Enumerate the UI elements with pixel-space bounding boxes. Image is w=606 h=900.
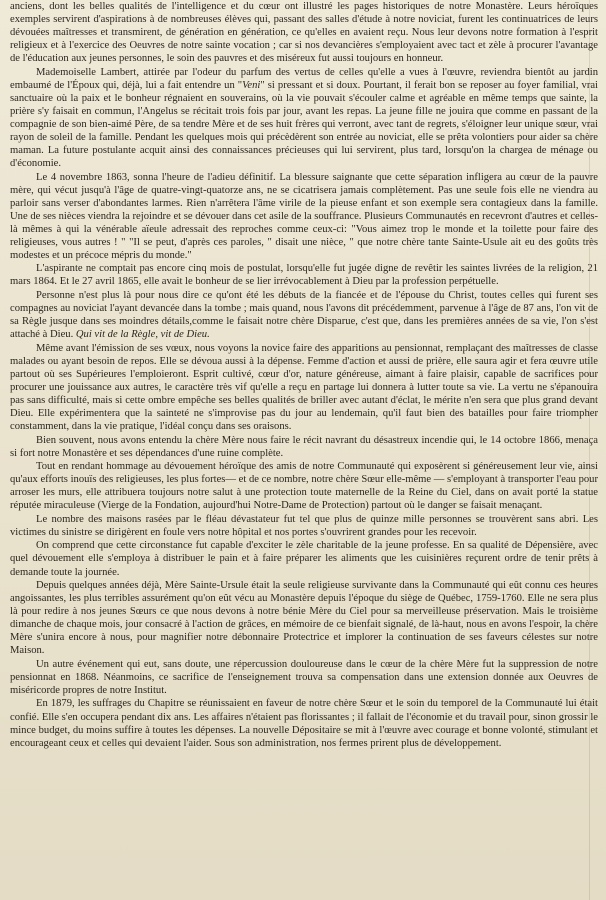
paragraph-7: Bien souvent, nous avons entendu la chère Mère nous faire le récit navrant du désastreux incendie qui, le 14 octobre 1866, menaça si fort notre Monastère et ses dépendances d'une ruine complète. <box>10 434 598 459</box>
paragraph-5: Personne n'est plus là pour nous dire ce qu'ont été les débuts de la fiancée et de l'épouse du Christ, toutes celles qui furent ses compagnes au noviciat l'ayant devancée dans la tombe ; mais quand, nous l'avons dit précédemment, parvenue à l'âge de 87 ans, l'on vit de sa Règle jusque dans ses moindres détails,comme le faisait notre chère Disparue, c'est que, dans les premières années de sa vie, l'on s'est attaché à Dieu. Qui vit de la Règle, vit de Dieu. <box>10 290 598 341</box>
paragraph-9: Le nombre des maisons rasées par le fléau dévastateur fut tel que plus de quinze mille personnes se trouvèrent sans abri. Les victimes du sinistre se dirigèrent en foule vers notre hôpital et nos portes s'ouvrirent grandes pour les recevoir. <box>10 513 598 538</box>
body-text <box>10 0 598 750</box>
page-fold-line <box>589 0 590 900</box>
paragraph-4: L'aspirante ne comptait pas encore cinq mois de postulat, lorsqu'elle fut jugée digne de revêtir les saintes livrées de la religion, 21 mars 1864. Et le 27 avril 1865, elle avait le bonheur de se lier irrévocablement à Dieu par la profession perpétuelle. <box>10 263 598 288</box>
paragraph-3: Le 4 novembre 1863, sonna l'heure de l'adieu définitif. La blessure saignante que cette séparation infligera au cœur de la pauvre mère, qui vécut jusqu'à l'âge de quatre-vingt-quatorze ans, ne se cicatrisera jamais complètement. Pas une seule fois elle ne viendra au parloir sans verser d'abondantes larmes. Rien n'arrêtera l'âme virile de la pieuse enfant et son exemple sera contagieux dans la famille. Une de ses nièces viendra la rejoindre et se dévouer dans cet asile de la souffrance. Plusieurs Communautés en recevront d'autres et celles-là mêmes à qui la vénérable aïeule adressait des reproches comme ceux-ci: "Vous aimez trop le monde et la toilette pour faire des religieuses, vous autres ! " "Il se peut, d'après ces paroles, " disait une nièce, " que notre chère tante Sainte-Usule ait eu des goûts très modestes et un précoce mépris du monde." <box>10 171 598 261</box>
paragraph-11: Depuis quelques années déjà, Mère Sainte-Ursule était la seule religieuse survivante dans la Communauté qui eût connu ces heures angoissantes, les plus terribles assurément qu'on eût vécu au Monastère depuis l'époque du siège de Québec, 1759-1760. Elle ne sera plus là pour redire à nos jeunes Sœurs ce que nous devons à notre bénie Mère du Ciel pour sa merveilleuse préservation. Mais le troisième dimanche de chaque mois, jour consacré à l'action de grâces, en mémoire de ce bienfait signalé, de là-haut, nous en avons l'espoir, la chère Mère s'unira encore à nous, pour magnifier notre débonnaire Protectrice et implorer la continuation de ses faveurs célestes sur notre Maison. <box>10 580 598 657</box>
paragraph-13: En 1879, les suffrages du Chapitre se réunissaient en faveur de notre chère Sœur et le soin du temporel de la Communauté lui était confié. Elle s'en occupera pendant dix ans. Les affaires n'étaient pas florissantes ; il fallait de l'économie et du travail pour, sinon grossir le mince budget, du moins suffire à toutes les dépenses. La nouvelle Dépositaire se mit à l'œuvre avec courage et bonne volonté, stimulant et encourageant ceux et celles qui devaient l'aider. Sous son administration, nos fermes prirent plus de développement. <box>10 698 598 749</box>
paragraph-6: Même avant l'émission de ses vœux, nous voyons la novice faire des apparitions au pensionnat, remplaçant des maîtresses de classe malades ou ayant besoin de repos. Elle se dévoua aussi à la dépense. Femme d'action et aussi de prière, elle saura agir et fera œuvre utile partout où ses Supérieures l'emploieront. Esprit cultivé, cœur d'or, nature généreuse, aimant à faire plaisir, capable de sacrifices pour procurer une jouissance aux autres, le caractère très vif qu'elle a reçu en partage lui donnera à lutter toute sa vie. La vertu ne s'épanouira pas sans difficulté, mais si cette ombre empêche ses belles qualités de briller avec autant d'éclat, le mérite n'en sera que plus grand devant Dieu. Elle expérimentera que la sainteté ne s'improvise pas du jour au lendemain, qu'il faut bien des batailles pour faire triompher constamment, dans la vie pratique, l'idéal conçu dans ses oraisons. <box>10 342 598 432</box>
paragraph-10: On comprend que cette circonstance fut capable d'exciter le zèle charitable de la jeune professe. En sa qualité de Dépensière, avec quel dévouement elle s'employa à distribuer le pain et à faire préparer les aliments que les cuisinières reçurent ordre de tenir prêts à demande toute la journée. <box>10 540 598 578</box>
paragraph-1: anciens, dont les belles qualités de l'intelligence et du cœur ont illustré les pages historiques de notre Monastère. Leurs héroïques exemples servirent d'aspirations à de nombreuses élèves qui, passant des salles d'étude à notre noviciat, furent les continuatrices de leurs dévouées maîtresses et transmirent, de génération en génération, ce qu'elles en avaient reçu. Nous leur devons notre formation à l'esprit religieux et à l'exercice des Oeuvres de notre sainte vocation ; car si nos devancières s'employaient avec tact et zèle à procurer l'avantage de l'éducation aux jeunes personnes, le soin des pauvres et des miséreux fut aussi toujours en honneur. <box>10 1 598 65</box>
paragraph-8: Tout en rendant hommage au dévouement héroïque des amis de notre Communauté qui exposèrent si généreusement leur vie, ainsi qu'aux efforts inouïs des religieuses, les plus fortes— et de ce nombre, notre chère Sœur elle-même — s'employant à transporter l'eau pour arroser les murs, elle attribuera toujours notre salut à une protection toute maternelle de la Reine du Ciel, dans on avait porté la statue réputée miraculeuse (Vierge de la Fondation, aujourd'hui Notre-Dame de Protection) partout où le danger se faisait menaçant. <box>10 461 598 512</box>
paragraph-12: Un autre événement qui eut, sans doute, une répercussion douloureuse dans le cœur de la chère Mère fut la suppression de notre pensionnat en 1868. Néanmoins, ce sacrifice de l'enseignement trouva sa compensation dans une extension donnée aux Oeuvres de miséricorde propres de notre Institut. <box>10 658 598 696</box>
paragraph-2: Mademoiselle Lambert, attirée par l'odeur du parfum des vertus de celles qu'elle a vues à l'œuvre, reviendra bientôt au jardin embaumé de l'Époux qui, déjà, lui a fait entendre un "Veni" si pressant et si doux. Pourtant, il ferait bon se reposer au foyer familial, vrai sanctuaire où la paix et le bonheur régnaient en souverains, où la vie pouvait s'écouler calme et agréable en même temps que sainte, la prière s'y faisait en commun, l'Angelus se récitait trois fois par jour, avant les repas. La jeune fille ne jouira que comme en passant de la compagnie de son bien-aimé Père, de sa tendre Mère et de ses huit frères qui verront, avec tant de regrets, s'éloigner leur unique sœur, vrai rayon de soleil de la famille. Pendant les quelques mois qui précèdèrent son entrée au noviciat, elle se prêta volontiers pour aider sa chère maman. La future postulante acquit ainsi des connaissances précieuses qui lui servirent, plus tard, lorsqu'on la chargea de ménage ou d'économie. <box>10 66 598 170</box>
